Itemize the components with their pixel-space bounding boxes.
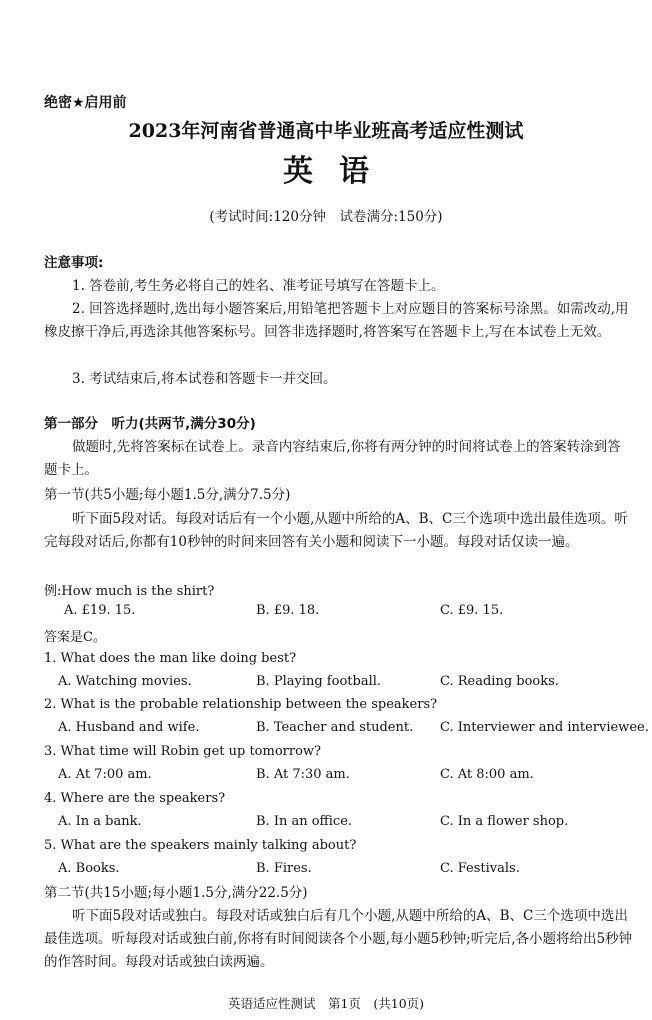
exam-info: (考试时间:120分钟 试卷满分:150分) bbox=[209, 209, 443, 225]
question-3: 3. What time will Robin get up tomorrow? bbox=[44, 744, 321, 759]
example-question: 例:How much is the shirt? bbox=[44, 584, 215, 599]
question-3-option-b: B. At 7:30 am. bbox=[256, 767, 350, 782]
section2-intro: 听下面5段对话或独白。每段对话或独白后有几个小题,从题中所给的A、B、C三个选项中选出最佳选项。听每段对话或独白前,你将有时间阅读各个小题,每小题5秒钟;听完后,各小题将给出5秒钟的作答时间。每段对话或独白读两遍。 bbox=[44, 908, 633, 970]
exam-title: 2023年河南省普通高中毕业班高考适应性测试 bbox=[128, 120, 524, 142]
section1-heading: 第一节(共5小题;每小题1.5分,满分7.5分) bbox=[44, 487, 291, 503]
question-1: 1. What does the man like doing best? bbox=[44, 651, 297, 666]
notice-item-2: 2. 回答选择题时,选出每小题答案后,用铅笔把答题卡上对应题目的答案标号涂黑。如需改动,用橡皮擦干净后,再选涂其他答案标号。回答非选择题时,将答案写在答题卡上,写在本试卷上无效。 bbox=[44, 301, 629, 340]
question-5-option-b: B. Fires. bbox=[256, 861, 312, 876]
question-2-option-a: A. Husband and wife. bbox=[58, 720, 200, 735]
example-option-a: A. £19. 15. bbox=[64, 603, 136, 618]
question-1-option-a: A. Watching movies. bbox=[58, 674, 192, 689]
subject-title: 英语 bbox=[283, 154, 395, 189]
question-2: 2. What is the probable relationship between the speakers? bbox=[44, 697, 438, 712]
question-1-option-c: C. Reading books. bbox=[440, 674, 559, 689]
section2-heading: 第二节(共15小题;每小题1.5分,满分22.5分) bbox=[44, 885, 308, 901]
question-3-option-a: A. At 7:00 am. bbox=[58, 767, 152, 782]
question-5-option-c: C. Festivals. bbox=[440, 861, 520, 876]
question-4-option-a: A. In a bank. bbox=[58, 814, 142, 829]
example-option-c: C. £9. 15. bbox=[440, 603, 504, 618]
section1-intro: 听下面5段对话。每段对话后有一个小题,从题中所给的A、B、C三个选项中选出最佳选项。听完每段对话后,你都有10秒钟的时间来回答有关小题和阅读下一小题。每段对话仅读一遍。 bbox=[44, 511, 628, 550]
question-1-option-b: B. Playing football. bbox=[256, 674, 382, 689]
example-answer: 答案是C。 bbox=[44, 630, 106, 645]
part1-intro: 做题时,先将答案标在试卷上。录音内容结束后,你将有两分钟的时间将试卷上的答案转涂到答题卡上。 bbox=[44, 439, 621, 478]
question-5: 5. What are the speakers mainly talking about? bbox=[44, 838, 357, 853]
page-footer: 英语适应性测试 第1页 (共10页) bbox=[227, 996, 425, 1011]
question-4-option-c: C. In a flower shop. bbox=[440, 814, 569, 829]
question-5-option-a: A. Books. bbox=[58, 861, 120, 876]
notice-item-3: 3. 考试结束后,将本试卷和答题卡一并交回。 bbox=[72, 371, 337, 387]
confidential-label: 绝密★启用前 bbox=[44, 95, 127, 111]
question-4: 4. Where are the speakers? bbox=[44, 791, 226, 806]
example-option-b: B. £9. 18. bbox=[256, 603, 320, 618]
question-3-option-c: C. At 8:00 am. bbox=[440, 767, 534, 782]
notice-heading: 注意事项: bbox=[44, 255, 104, 271]
question-2-option-c: C. Interviewer and interviewee. bbox=[440, 720, 649, 735]
question-4-option-b: B. In an office. bbox=[256, 814, 353, 829]
question-2-option-b: B. Teacher and student. bbox=[256, 720, 414, 735]
notice-item-1: 1. 答卷前,考生务必将自己的姓名、准考证号填写在答题卡上。 bbox=[72, 278, 445, 294]
part1-heading: 第一部分 听力(共两节,满分30分) bbox=[44, 416, 256, 432]
